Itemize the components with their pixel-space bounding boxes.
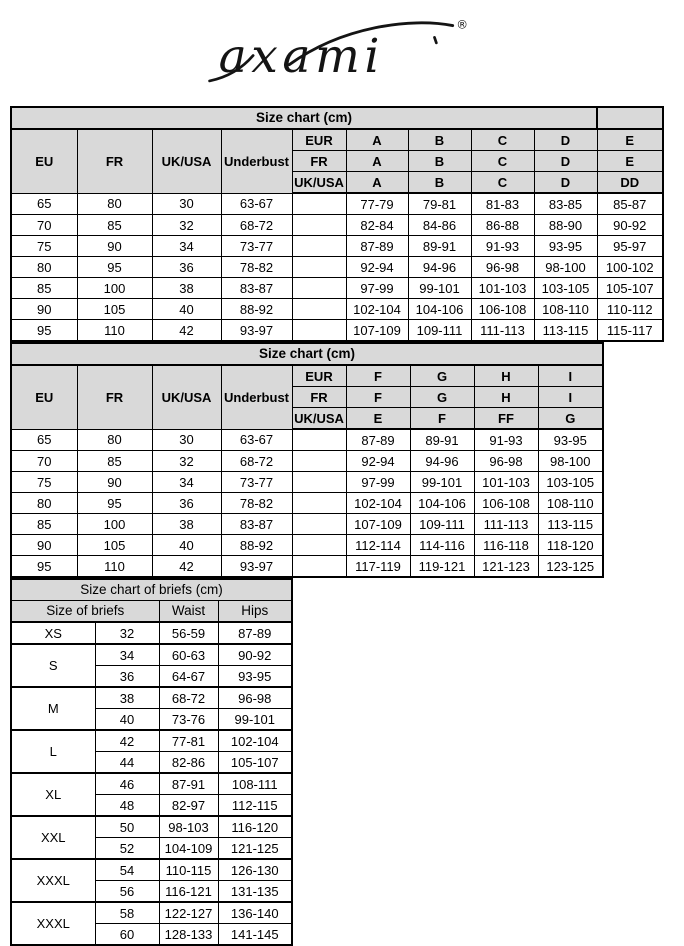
- briefs-value-cell: 48: [95, 795, 159, 817]
- cup-size-header: E: [597, 151, 663, 172]
- cup-system-row: [11, 129, 663, 151]
- size-value-cell: 110: [77, 320, 152, 342]
- size-value-cell: 90: [11, 535, 77, 556]
- size-value-cell: 93-95: [534, 236, 597, 257]
- size-value-cell: 99-101: [410, 472, 474, 493]
- briefs-size-label: S: [11, 644, 95, 687]
- size-value-cell: 107-109: [346, 320, 408, 342]
- size-value-cell: 93-95: [538, 429, 603, 451]
- size-value-cell: 68-72: [221, 215, 292, 236]
- bra-size-row: [11, 193, 663, 215]
- bra-size-row: [11, 451, 603, 472]
- spacer-cell: [292, 556, 346, 578]
- size-value-cell: 89-91: [408, 236, 471, 257]
- size-value-cell: 99-101: [408, 278, 471, 299]
- briefs-value-cell: 108-111: [218, 773, 292, 795]
- cup-size-header: A: [346, 129, 408, 151]
- logo-text: axami: [218, 28, 384, 84]
- cup-size-header: I: [538, 365, 603, 387]
- cup-size-header: I: [538, 387, 603, 408]
- cup-size-header: F: [410, 408, 474, 430]
- size-value-cell: 80: [77, 429, 152, 451]
- briefs-value-cell: 56: [95, 881, 159, 903]
- size-value-cell: 109-111: [410, 514, 474, 535]
- cup-size-header: F: [346, 387, 410, 408]
- size-value-cell: 85: [77, 215, 152, 236]
- briefs-table-title: Size chart of briefs (cm): [11, 579, 292, 601]
- size-value-cell: 83-87: [221, 278, 292, 299]
- cup-system-label: EUR: [292, 365, 346, 387]
- size-value-cell: 80: [77, 193, 152, 215]
- briefs-size-row: [11, 816, 292, 838]
- cup-size-header: A: [346, 172, 408, 194]
- cup-size-header: A: [346, 151, 408, 172]
- size-value-cell: 90: [11, 299, 77, 320]
- size-value-cell: 78-82: [221, 493, 292, 514]
- briefs-value-cell: 102-104: [218, 730, 292, 752]
- cup-system-label: FR: [292, 387, 346, 408]
- size-value-cell: 65: [11, 429, 77, 451]
- briefs-value-cell: 60: [95, 924, 159, 946]
- cup-system-label: EUR: [292, 129, 346, 151]
- size-value-cell: 106-108: [474, 493, 538, 514]
- size-value-cell: 95: [77, 493, 152, 514]
- size-value-cell: 103-105: [534, 278, 597, 299]
- cup-size-header: G: [410, 387, 474, 408]
- size-value-cell: 117-119: [346, 556, 410, 578]
- briefs-value-cell: 73-76: [159, 709, 218, 731]
- cup-size-header: D: [534, 172, 597, 194]
- brand-logo: [10, 12, 674, 90]
- briefs-value-cell: 96-98: [218, 687, 292, 709]
- briefs-value-cell: 105-107: [218, 752, 292, 774]
- size-value-cell: 101-103: [474, 472, 538, 493]
- briefs-size-label: XXL: [11, 816, 95, 859]
- size-value-cell: 85: [11, 278, 77, 299]
- size-value-cell: 38: [152, 278, 221, 299]
- briefs-value-cell: 52: [95, 838, 159, 860]
- size-value-cell: 89-91: [410, 429, 474, 451]
- size-value-cell: 32: [152, 215, 221, 236]
- briefs-value-cell: 99-101: [218, 709, 292, 731]
- size-value-cell: 111-113: [471, 320, 534, 342]
- size-value-cell: 32: [152, 451, 221, 472]
- size-value-cell: 40: [152, 299, 221, 320]
- size-value-cell: 93-97: [221, 556, 292, 578]
- size-value-cell: 36: [152, 493, 221, 514]
- size-value-cell: 116-118: [474, 535, 538, 556]
- size-value-cell: 95-97: [597, 236, 663, 257]
- cup-size-header: G: [410, 365, 474, 387]
- briefs-value-cell: 68-72: [159, 687, 218, 709]
- briefs-value-cell: 112-115: [218, 795, 292, 817]
- cup-size-header: FF: [474, 408, 538, 430]
- size-value-cell: 111-113: [474, 514, 538, 535]
- briefs-header-row: [11, 601, 292, 623]
- spacer-cell: [292, 278, 346, 299]
- size-value-cell: 30: [152, 429, 221, 451]
- size-value-cell: 105: [77, 299, 152, 320]
- briefs-value-cell: 126-130: [218, 859, 292, 881]
- bra-size-row: [11, 320, 663, 342]
- col-header-ukusa: UK/USA: [152, 365, 221, 429]
- size-value-cell: 92-94: [346, 451, 410, 472]
- size-value-cell: 70: [11, 451, 77, 472]
- size-value-cell: 97-99: [346, 278, 408, 299]
- briefs-size-row: [11, 730, 292, 752]
- size-value-cell: 70: [11, 215, 77, 236]
- cup-system-row: [11, 365, 603, 387]
- size-value-cell: 97-99: [346, 472, 410, 493]
- briefs-value-cell: 46: [95, 773, 159, 795]
- size-value-cell: 98-100: [538, 451, 603, 472]
- bra-size-row: [11, 556, 603, 578]
- bra-size-chart-a-e: [10, 106, 664, 342]
- table-title: Size chart (cm): [11, 343, 603, 365]
- briefs-value-cell: 38: [95, 687, 159, 709]
- size-value-cell: 95: [11, 320, 77, 342]
- briefs-size-chart: [10, 578, 293, 946]
- briefs-value-cell: 87-89: [218, 622, 292, 644]
- bra-size-row: [11, 278, 663, 299]
- size-value-cell: 110-112: [597, 299, 663, 320]
- size-value-cell: 38: [152, 514, 221, 535]
- cup-size-header: H: [474, 365, 538, 387]
- briefs-value-cell: 58: [95, 902, 159, 924]
- size-value-cell: 92-94: [346, 257, 408, 278]
- size-value-cell: 121-123: [474, 556, 538, 578]
- size-value-cell: 110: [77, 556, 152, 578]
- size-value-cell: 80: [11, 257, 77, 278]
- briefs-size-label: XXXL: [11, 859, 95, 902]
- size-value-cell: 100: [77, 278, 152, 299]
- briefs-value-cell: 56-59: [159, 622, 218, 644]
- spacer-cell: [292, 429, 346, 451]
- briefs-value-cell: 40: [95, 709, 159, 731]
- size-value-cell: 123-125: [538, 556, 603, 578]
- cup-size-header: F: [346, 365, 410, 387]
- size-value-cell: 42: [152, 320, 221, 342]
- size-value-cell: 91-93: [471, 236, 534, 257]
- briefs-size-row: [11, 902, 292, 924]
- briefs-value-cell: 36: [95, 666, 159, 688]
- briefs-size-label: L: [11, 730, 95, 773]
- col-header-underbust: Underbust: [221, 129, 292, 193]
- size-value-cell: 30: [152, 193, 221, 215]
- briefs-size-label: XL: [11, 773, 95, 816]
- briefs-value-cell: 141-145: [218, 924, 292, 946]
- size-value-cell: 82-84: [346, 215, 408, 236]
- briefs-value-cell: 34: [95, 644, 159, 666]
- briefs-value-cell: 116-121: [159, 881, 218, 903]
- size-value-cell: 68-72: [221, 451, 292, 472]
- size-value-cell: 118-120: [538, 535, 603, 556]
- bra-size-row: [11, 535, 603, 556]
- size-value-cell: 105: [77, 535, 152, 556]
- briefs-value-cell: 54: [95, 859, 159, 881]
- size-value-cell: 75: [11, 472, 77, 493]
- title-corner-cell: [597, 107, 663, 129]
- bra-size-row: [11, 257, 663, 278]
- spacer-cell: [292, 320, 346, 342]
- spacer-cell: [292, 514, 346, 535]
- cup-size-header: B: [408, 172, 471, 194]
- size-value-cell: 80: [11, 493, 77, 514]
- size-value-cell: 93-97: [221, 320, 292, 342]
- briefs-size-row: [11, 644, 292, 666]
- axami-logo-icon: [197, 12, 487, 90]
- size-value-cell: 94-96: [408, 257, 471, 278]
- size-value-cell: 91-93: [474, 429, 538, 451]
- table-title-row: [11, 343, 603, 365]
- size-value-cell: 113-115: [538, 514, 603, 535]
- size-value-cell: 103-105: [538, 472, 603, 493]
- size-value-cell: 108-110: [534, 299, 597, 320]
- size-value-cell: 95: [11, 556, 77, 578]
- size-value-cell: 86-88: [471, 215, 534, 236]
- briefs-size-row: [11, 859, 292, 881]
- bra-size-row: [11, 472, 603, 493]
- size-value-cell: 85: [77, 451, 152, 472]
- col-header-size-of-briefs: Size of briefs: [11, 601, 159, 623]
- briefs-size-label: XXXL: [11, 902, 95, 945]
- briefs-value-cell: 90-92: [218, 644, 292, 666]
- size-value-cell: 73-77: [221, 472, 292, 493]
- cup-size-header: E: [346, 408, 410, 430]
- briefs-value-cell: 64-67: [159, 666, 218, 688]
- bra-size-row: [11, 493, 603, 514]
- briefs-value-cell: 32: [95, 622, 159, 644]
- cup-size-header: B: [408, 129, 471, 151]
- size-value-cell: 90: [77, 472, 152, 493]
- size-value-cell: 85: [11, 514, 77, 535]
- size-value-cell: 102-104: [346, 299, 408, 320]
- size-value-cell: 87-89: [346, 236, 408, 257]
- size-value-cell: 63-67: [221, 193, 292, 215]
- briefs-value-cell: 44: [95, 752, 159, 774]
- size-value-cell: 85-87: [597, 193, 663, 215]
- briefs-value-cell: 50: [95, 816, 159, 838]
- size-value-cell: 105-107: [597, 278, 663, 299]
- size-value-cell: 34: [152, 472, 221, 493]
- size-value-cell: 102-104: [346, 493, 410, 514]
- size-value-cell: 34: [152, 236, 221, 257]
- table-title: Size chart (cm): [11, 107, 597, 129]
- col-header-underbust: Underbust: [221, 365, 292, 429]
- cup-size-header: C: [471, 151, 534, 172]
- spacer-cell: [292, 535, 346, 556]
- briefs-value-cell: 42: [95, 730, 159, 752]
- size-value-cell: 106-108: [471, 299, 534, 320]
- table-title-row: [11, 107, 663, 129]
- size-value-cell: 109-111: [408, 320, 471, 342]
- spacer-cell: [292, 236, 346, 257]
- size-value-cell: 75: [11, 236, 77, 257]
- cup-size-header: G: [538, 408, 603, 430]
- bra-size-row: [11, 215, 663, 236]
- briefs-value-cell: 60-63: [159, 644, 218, 666]
- size-value-cell: 83-87: [221, 514, 292, 535]
- briefs-size-row: [11, 622, 292, 644]
- spacer-cell: [292, 299, 346, 320]
- col-header-fr: FR: [77, 365, 152, 429]
- cup-size-header: E: [597, 129, 663, 151]
- size-value-cell: 36: [152, 257, 221, 278]
- size-value-cell: 81-83: [471, 193, 534, 215]
- size-value-cell: 40: [152, 535, 221, 556]
- size-value-cell: 115-117: [597, 320, 663, 342]
- cup-system-label: UK/USA: [292, 172, 346, 194]
- briefs-size-row: [11, 687, 292, 709]
- col-header-ukusa: UK/USA: [152, 129, 221, 193]
- bra-size-row: [11, 299, 663, 320]
- briefs-title-row: [11, 579, 292, 601]
- briefs-value-cell: 131-135: [218, 881, 292, 903]
- cup-system-label: FR: [292, 151, 346, 172]
- size-value-cell: 104-106: [408, 299, 471, 320]
- col-header-eu: EU: [11, 365, 77, 429]
- size-value-cell: 63-67: [221, 429, 292, 451]
- size-value-cell: 78-82: [221, 257, 292, 278]
- bra-size-row: [11, 514, 603, 535]
- bra-size-row: [11, 429, 603, 451]
- col-header-fr: FR: [77, 129, 152, 193]
- size-value-cell: 90: [77, 236, 152, 257]
- size-value-cell: 108-110: [538, 493, 603, 514]
- size-value-cell: 101-103: [471, 278, 534, 299]
- size-value-cell: 98-100: [534, 257, 597, 278]
- briefs-value-cell: 82-97: [159, 795, 218, 817]
- spacer-cell: [292, 451, 346, 472]
- briefs-value-cell: 93-95: [218, 666, 292, 688]
- cup-size-header: B: [408, 151, 471, 172]
- briefs-value-cell: 128-133: [159, 924, 218, 946]
- size-value-cell: 100-102: [597, 257, 663, 278]
- cup-size-header: D: [534, 151, 597, 172]
- size-value-cell: 96-98: [474, 451, 538, 472]
- spacer-cell: [292, 472, 346, 493]
- briefs-value-cell: 82-86: [159, 752, 218, 774]
- briefs-size-label: M: [11, 687, 95, 730]
- briefs-value-cell: 110-115: [159, 859, 218, 881]
- briefs-value-cell: 77-81: [159, 730, 218, 752]
- size-value-cell: 79-81: [408, 193, 471, 215]
- briefs-value-cell: 116-120: [218, 816, 292, 838]
- col-header-waist: Waist: [159, 601, 218, 623]
- cup-system-label: UK/USA: [292, 408, 346, 430]
- size-value-cell: 87-89: [346, 429, 410, 451]
- briefs-size-label: XS: [11, 622, 95, 644]
- cup-size-header: C: [471, 129, 534, 151]
- spacer-cell: [292, 257, 346, 278]
- cup-size-header: H: [474, 387, 538, 408]
- cup-size-header: C: [471, 172, 534, 194]
- spacer-cell: [292, 215, 346, 236]
- size-value-cell: 84-86: [408, 215, 471, 236]
- size-value-cell: 88-90: [534, 215, 597, 236]
- size-value-cell: 90-92: [597, 215, 663, 236]
- size-value-cell: 88-92: [221, 535, 292, 556]
- cup-size-header: DD: [597, 172, 663, 194]
- spacer-cell: [292, 193, 346, 215]
- size-value-cell: 100: [77, 514, 152, 535]
- size-value-cell: 94-96: [410, 451, 474, 472]
- briefs-value-cell: 98-103: [159, 816, 218, 838]
- size-value-cell: 88-92: [221, 299, 292, 320]
- briefs-value-cell: 136-140: [218, 902, 292, 924]
- size-value-cell: 73-77: [221, 236, 292, 257]
- size-value-cell: 96-98: [471, 257, 534, 278]
- col-header-eu: EU: [11, 129, 77, 193]
- briefs-size-row: [11, 773, 292, 795]
- briefs-value-cell: 104-109: [159, 838, 218, 860]
- size-value-cell: 104-106: [410, 493, 474, 514]
- cup-size-header: D: [534, 129, 597, 151]
- size-value-cell: 114-116: [410, 535, 474, 556]
- size-value-cell: 77-79: [346, 193, 408, 215]
- spacer-cell: [292, 493, 346, 514]
- size-value-cell: 65: [11, 193, 77, 215]
- size-value-cell: 112-114: [346, 535, 410, 556]
- col-header-hips: Hips: [218, 601, 292, 623]
- size-value-cell: 83-85: [534, 193, 597, 215]
- size-value-cell: 119-121: [410, 556, 474, 578]
- briefs-value-cell: 122-127: [159, 902, 218, 924]
- bra-size-row: [11, 236, 663, 257]
- registered-mark: ®: [456, 17, 469, 32]
- bra-size-chart-f-i: [10, 342, 604, 578]
- size-value-cell: 107-109: [346, 514, 410, 535]
- size-value-cell: 113-115: [534, 320, 597, 342]
- size-value-cell: 42: [152, 556, 221, 578]
- briefs-value-cell: 121-125: [218, 838, 292, 860]
- briefs-value-cell: 87-91: [159, 773, 218, 795]
- size-value-cell: 95: [77, 257, 152, 278]
